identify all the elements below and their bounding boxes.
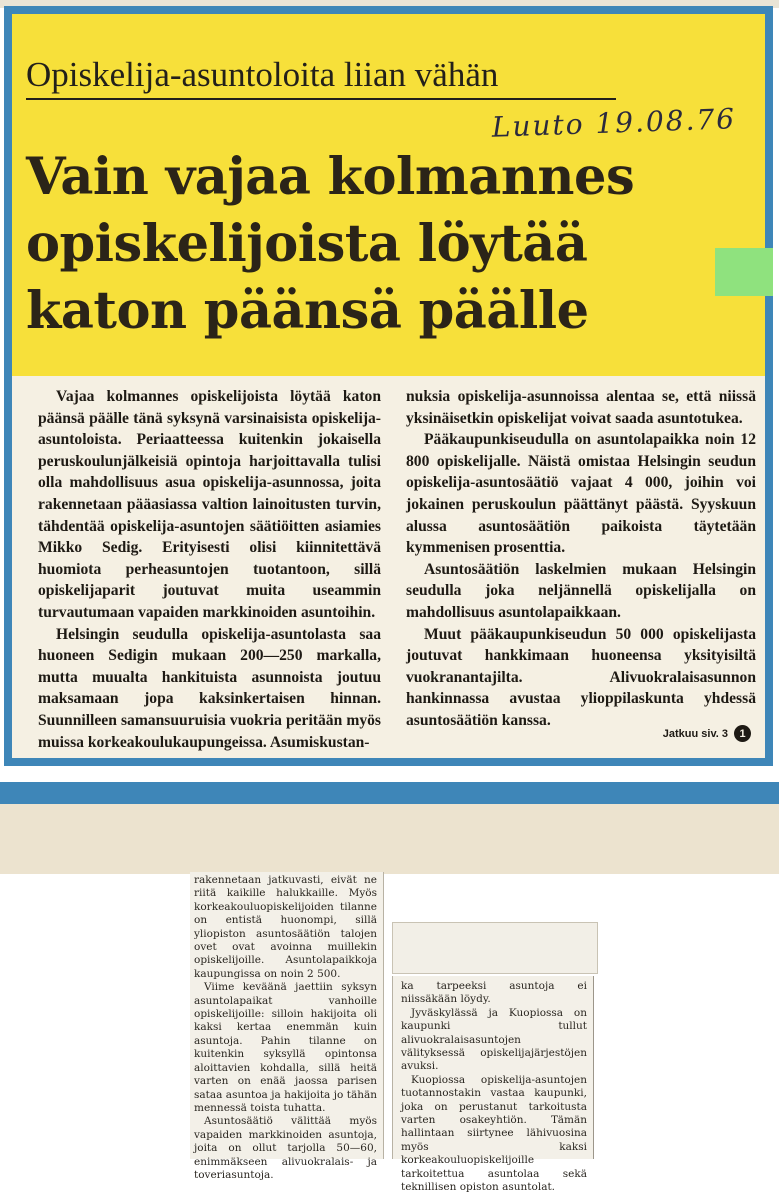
paragraph: nuksia opiskelija-asunnoissa alentaa se, että niissä yksinäisetkin opiskelijat voivat saada asuntotukea. <box>406 388 756 427</box>
right-column <box>406 386 756 732</box>
continuation-clip-right <box>392 976 594 1194</box>
headline-line: opiskelijoista löytää <box>26 214 588 274</box>
paragraph: Vajaa kolmannes opiskelijoista löytää katon päänsä päälle tänä syksynä varsinaisista opiskelija-asuntoloista. Periaatteessa kuitenkin jokaisella peruskoulunjälkeisiä opintoja harjoittavalla tulisi olla mahdollisuus asua opiskelija-asunnossa, joita rakennetaan pääasiassa valtion lainoitusten turvin, tähdentää opiskelija-asuntojen säätiöitten asiamies Mikko Sedig. Erityisesti olisi kiinnitettävä huomiota perheasuntojen tuotantoon, sillä opiskelijaparit joutuvat muita useammin turvautumaan vapaiden markkinoiden asuntoihin. <box>38 388 381 621</box>
scan-beige-band <box>0 804 779 874</box>
continued-note <box>663 725 751 742</box>
kicker-heading: Opiskelija-asuntoloita liian vähän <box>26 52 616 100</box>
continuation-clip-left <box>190 872 384 1181</box>
scan-blue-band <box>0 782 779 804</box>
article-body <box>12 376 765 758</box>
newspaper-clipping <box>4 6 773 766</box>
paragraph: ka tarpeeksi asuntoja ei niissäkään löydy. <box>401 980 587 1006</box>
paragraph: Asuntosäätiön laskelmien mukaan Helsingin seudulla joka neljännellä opiskelijalla on mahdollisuus asuntolapaikkaan. <box>406 560 756 621</box>
blank-paper-scrap <box>392 922 598 974</box>
headline-line: katon päänsä päälle <box>26 281 589 341</box>
headline-highlight <box>12 14 765 376</box>
handwritten-note: Luuto 19.08.76 <box>491 102 737 144</box>
paragraph: Pääkaupunkiseudulla on asuntolapaikka noin 12 800 opiskelijalle. Näistä omistaa Helsingin seudun opiskelija-asuntosäätiö vajaat 4 000, joihin voi jokainen peruskoulun päättänyt päästä. Syyskuun alussa asuntosäätiön paikoista täytetään kymmenisen prosenttia. <box>406 431 756 557</box>
continued-label: Jatkuu siv. 3 <box>662 727 728 740</box>
paragraph: Kuopiossa opiskelija-asuntojen tuotannostakin vastaa kaupunki, joka on perustanut tarkoitusta varten osakeyhtiön. Tämän hallintaan siirtynee lähivuosina myös kaksi korkeakouluopiskelijoille tarkoitettua asuntolaa sekä teknillisen opiston asuntolat. <box>401 1073 587 1194</box>
main-headline <box>26 144 666 345</box>
page-number-badge: 1 <box>734 725 751 742</box>
headline-line: Vain vajaa kolmannes <box>26 147 635 207</box>
paragraph: Muut pääkaupunkiseudun 50 000 opiskelijasta joutuvat hankkimaan huoneensa yksityisiltä vuokranantajilta. Alivuokralaisasunnon hankinnassa avustaa ylioppilaskunta yhdessä asuntosäätiön kanssa. <box>406 625 756 729</box>
paragraph: Viime keväänä jaettiin syksyn asuntolapaikat vanhoille opiskelijoille: silloin hakijoita oli kaksi kertaa enemmän kuin asuntoja. Pahin tilanne on kuitenkin syksyllä opintonsa aloittavien kohdalla, sillä heitä varten on enää jaossa parisen sataa asuntoa ja hakijoita jo tähän mennessä toista tuhatta. <box>194 981 377 1114</box>
green-marker-tab <box>715 248 773 296</box>
paragraph: Jyväskylässä ja Kuopiossa on kaupunki tullut alivuokralaisasuntojen välityksessä opiskelijajärjestöjen avuksi. <box>401 1006 587 1073</box>
clipping-paper <box>12 14 765 758</box>
left-column <box>38 386 381 753</box>
paragraph: Helsingin seudulla opiskelija-asuntolasta saa huoneen Sedigin mukaan 200—250 markalla, mutta muualta hankituista asunnoista joutuu maksamaan jopa kaksinkertaisen hinnan. Suunnilleen samansuuruisia vuokria peritään myös muissa korkeakoulukaupungeissa. Asumiskustan- <box>38 625 381 751</box>
paragraph: rakennetaan jatkuvasti, eivät ne riitä kaikille halukkaille. Myös korkeakouluopiskelijoiden tilanne on entistä huonompi, sillä yliopiston asuntosäätiön talojen ovet ovat avoinna muillekin opiskelijoille. Asuntolapaikkoja kaupungissa on noin 2 500. <box>194 874 377 980</box>
paragraph: Asuntosäätiö välittää myös vapaiden markkinoiden asuntoja, joita on ollut tarjolla 50—60, enimmäkseen alivuokralais- ja toveriasuntoja. <box>194 1115 377 1181</box>
